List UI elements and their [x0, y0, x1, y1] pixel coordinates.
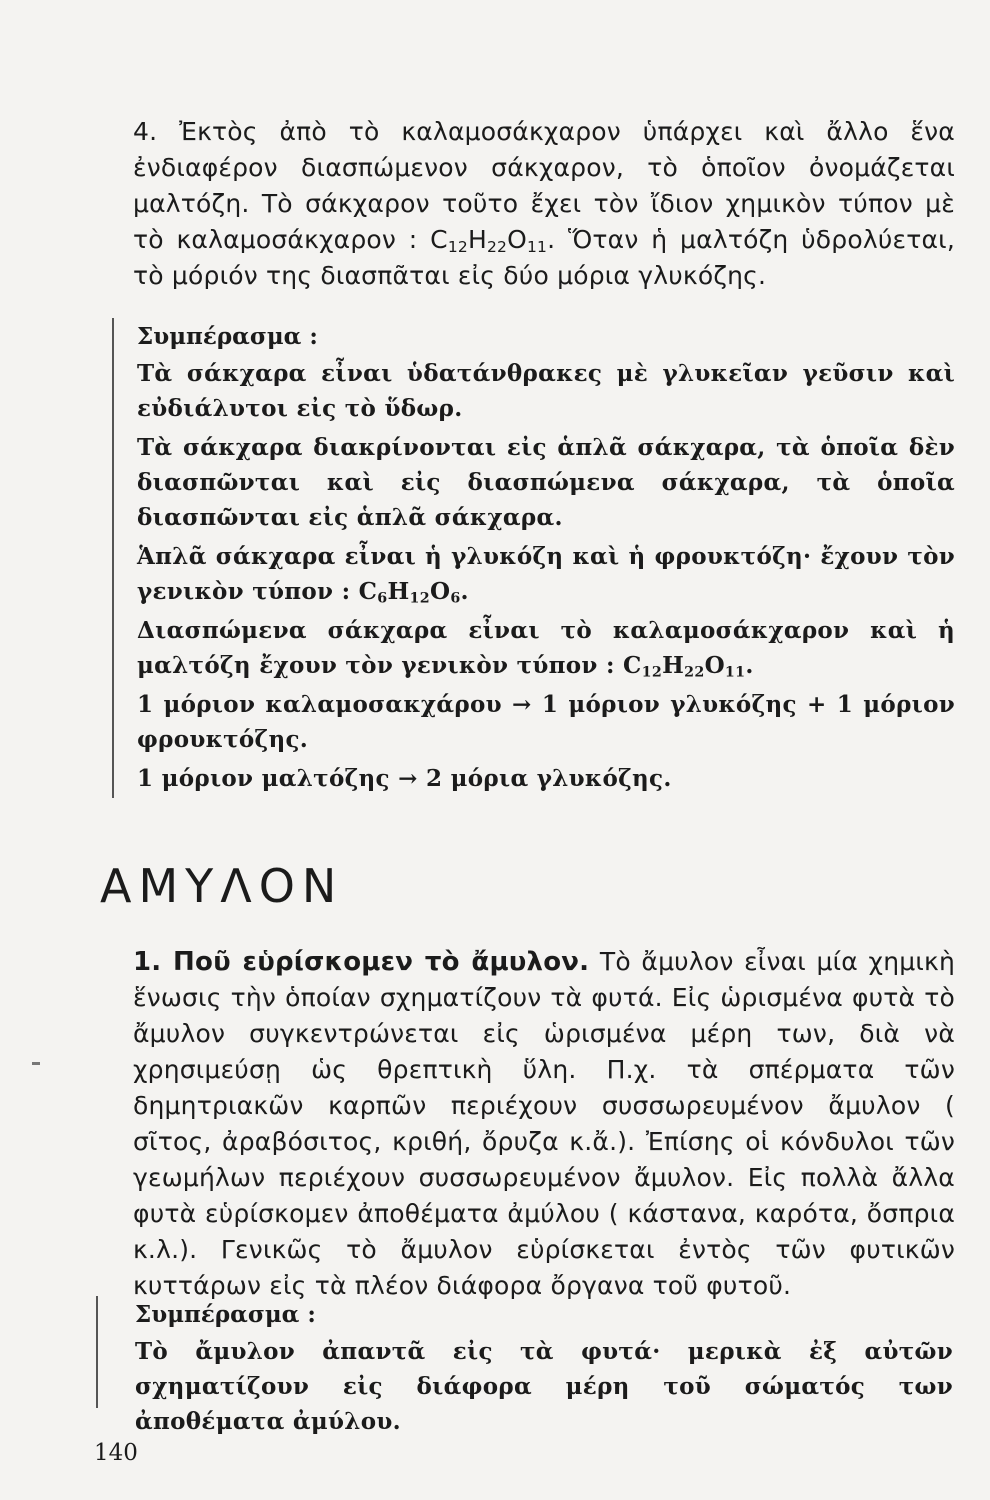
formula-element: H: [662, 652, 685, 679]
conclusion-box-starch: [96, 1296, 958, 1435]
conclusion-line-4: [137, 613, 955, 683]
conclusion-line-3-text: Ἁπλᾶ σάκχαρα εἶναι ἡ γλυκόζη καὶ ἡ φρουκτόζη· ἔχουν τὸν γενικὸν τύπον : C: [137, 543, 955, 605]
subscript: 22: [684, 664, 705, 681]
subscript: 6: [377, 590, 388, 607]
conclusion-line-1: Τὰ σάκχαρα εἶναι ὑδατάνθρακες μὲ γλυκεῖαν γεῦσιν καὶ εὐδιάλυτοι εἰς τὸ ὕδωρ.: [137, 360, 955, 422]
formula-element: O: [704, 652, 725, 679]
paragraph-1-starch: [133, 944, 955, 1304]
punctuation: .: [460, 578, 469, 605]
conclusion-line-4-text: Διασπώμενα σάκχαρα εἶναι τὸ καλαμοσάκχαρον καὶ ἡ μαλτόζη ἔχουν τὸν γενικὸν τύπον : C: [137, 617, 955, 679]
formula-element: H: [467, 225, 487, 254]
conclusion-line-5: 1 μόριον καλαμοσακχάρου → 1 μόριον γλυκόζης + 1 μόριον φρουκτόζης.: [137, 691, 955, 753]
conclusion-line-3: [137, 539, 955, 609]
subscript: 22: [486, 237, 508, 256]
conclusion-heading: Συμπέρασμα :: [135, 1301, 316, 1328]
conclusion-box-sugars: [112, 318, 954, 798]
scan-mark: [32, 1062, 40, 1065]
conclusion-line-2: Τὰ σάκχαρα διακρίνονται εἰς ἁπλᾶ σάκχαρα, τὰ ὁποῖα δὲν διασπῶνται καὶ εἰς διασπώμενα σάκχαρα, τὰ ὁποῖα διασπῶνται εἰς ἁπλᾶ σάκχαρα.: [137, 434, 955, 531]
formula-element: O: [507, 225, 527, 254]
conclusion-line-6: 1 μόριον μαλτόζης → 2 μόρια γλυκόζης.: [137, 765, 672, 792]
subscript: 6: [450, 590, 461, 607]
conclusion-text: Τὸ ἄμυλον ἀπαντᾶ εἰς τὰ φυτά· μερικὰ ἐξ αὐτῶν σχηματίζουν εἰς διάφορα μέρη τοῦ σώματός των ἀποθέματα ἀμύλου.: [135, 1338, 953, 1435]
formula-element: H: [387, 578, 410, 605]
subscript: 12: [641, 664, 663, 681]
conclusion-heading: Συμπέρασμα :: [137, 323, 318, 350]
paragraph-4-text-end: . Ὅταν ἡ μαλτόζη ὑδρολύεται, τὸ μόριόν της διασπᾶται εἰς δύο μόρια γλυκόζης.: [133, 225, 955, 290]
paragraph-4-text-start: 4. Ἐκτὸς ἀπὸ τὸ καλαμοσάκχαρον ὑπάρχει καὶ ἄλλο ἕνα ἐνδιαφέρον διασπώμενον σάκχαρον, τὸ ὁποῖον ὀνομάζεται μαλτόζη. Τὸ σάκχαρον τοῦτο ἔχει τὸν ἴδιον χημικὸν τύπον μὲ τὸ καλαμοσάκχαρον : C: [133, 117, 955, 254]
formula-element: O: [429, 578, 451, 605]
subscript: 12: [409, 590, 430, 607]
paragraph-4: [133, 114, 955, 294]
paragraph-1-lead: 1. Ποῦ εὑρίσκομεν τὸ ἄμυλον.: [133, 947, 590, 977]
subscript: 11: [724, 664, 746, 681]
page-number: 140: [94, 1440, 138, 1466]
subscript: 12: [447, 237, 468, 256]
paragraph-1-text: Τὸ ἄμυλον εἶναι μία χημικὴ ἕνωσις τὴν ὁποίαν σχηματίζουν τὰ φυτά. Εἰς ὡρισμένα φυτὰ τὸ ἄμυλον συγκεντρώνεται εἰς ὡρισμένα μέρη των, διὰ νὰ χρησιμεύσῃ ὡς θρεπτικὴ ὕλη. Π.χ. τὰ σπέρματα τῶν δημητριακῶν καρπῶν περιέχουν συσσωρευμένον ἄμυλον ( σῖτος, ἀραβόσιτος, κριθή, ὄρυζα κ.ἄ.). Ἐπίσης οἱ κόνδυλοι τῶν γεωμήλων περιέχουν συσσωρευμένον ἄμυλον. Εἰς πολλὰ ἄλλα φυτὰ εὑρίσκομεν ἀποθέματα ἀμύλου ( κάστανα, καρότα, ὄσπρια κ.λ.). Γενικῶς τὸ ἄμυλον εὑρίσκεται ἐντὸς τῶν φυτικῶν κυττάρων εἰς τὰ πλέον διάφορα ὄργανα τοῦ φυτοῦ.: [133, 947, 955, 1300]
punctuation: .: [745, 652, 754, 679]
subscript: 11: [526, 237, 548, 256]
section-title: ΑΜΥΛΟΝ: [100, 859, 344, 913]
